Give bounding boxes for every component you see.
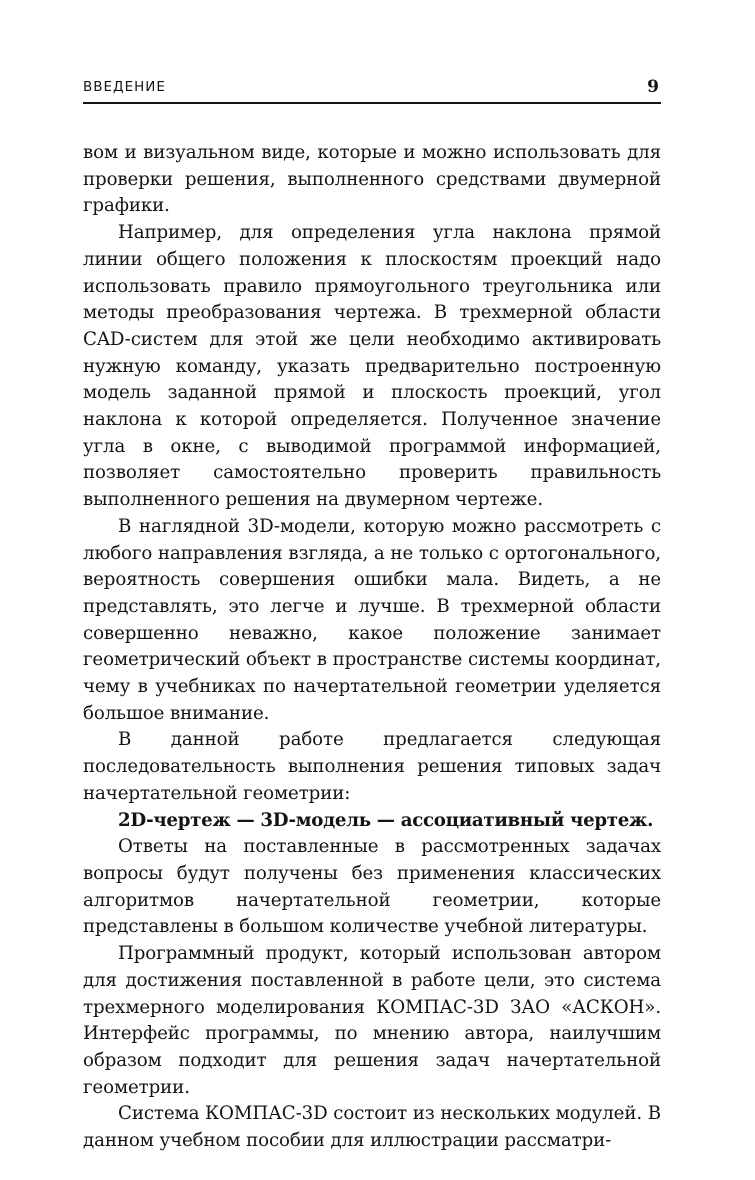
paragraph: Ответы на поставленные в рассмотренных задачах вопросы будут получены без применения классических алгоритмов начертательной геометрии, которые представлены в большом количестве учебной литературы. [83, 836, 661, 938]
section-title: ВВЕДЕНИЕ [83, 79, 166, 95]
book-page [83, 72, 661, 1155]
paragraph: Система КОМПАС-3D состоит из нескольких модулей. В данном учебном пособии для иллюстрации рассматри- [83, 1103, 661, 1152]
paragraph-continuation: вом и визуальном виде, которые и можно использовать для проверки решения, выполненного средствами двумерной графики. [83, 142, 661, 217]
page-number: 9 [647, 77, 659, 97]
running-head [83, 72, 661, 104]
paragraph: Программный продукт, который использован автором для достижения поставленной в работе цели, это система трехмерного моделирования КОМПАС-3D ЗАО «АСКОН». Интерфейс программы, по мнению автора, наилучшим образом подходит для решения задач начертательной геометрии. [83, 943, 661, 1098]
body-text [83, 140, 661, 1155]
workflow-statement: 2D-чертеж — 3D-модель — ассоциативный чертеж. [118, 809, 654, 831]
paragraph: В данной работе предлагается следующая последовательность выполнения решения типовых задач начертательной геометрии: [83, 729, 661, 804]
paragraph: В наглядной 3D-модели, которую можно рассмотреть с любого направления взгляда, а не только с ортогонального, вероятность совершения ошибки мала. Видеть, а не представлять, это легче и лучше. В трехмерной области совершенно неважно, какое положение занимает геометрический объект в пространстве системы координат, чему в учебниках по начертательной геометрии уделяется большое внимание. [83, 515, 661, 724]
paragraph: Например, для определения угла наклона прямой линии общего положения к плоскостям проекций надо использовать правило прямоугольного треугольника или методы преобразования чертежа. В трехмерной области CAD-систем для этой же цели необходимо активировать нужную команду, указать предварительно построенную модель заданной прямой и плоскость проекций, угол наклона к которой определяется. Полученное значение угла в окне, с выводимой программой информацией, позволяет самостоятельно проверить правильность выполненного решения на двумерном чертеже. [83, 222, 661, 511]
